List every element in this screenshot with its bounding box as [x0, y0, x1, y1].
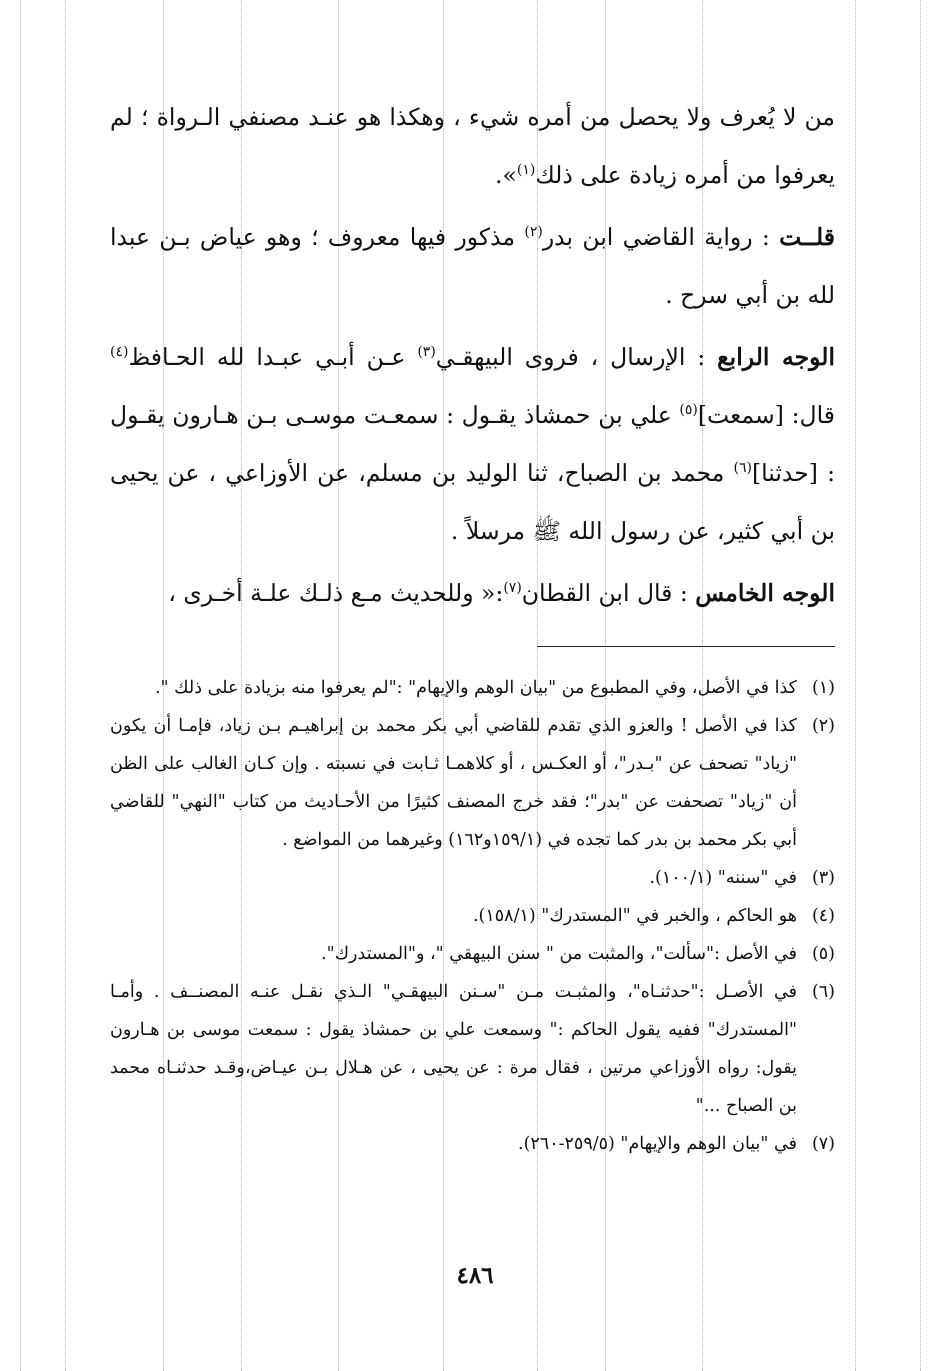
- heading-fifth-aspect: الوجه الخامس: [695, 579, 835, 607]
- footnote-ref[interactable]: (٢): [524, 224, 543, 241]
- paragraph-4: الوجه الخامس : قال ابن القطان$^{(٧)}$:« وللحديث مـع ذلـك علـة أخـرى ،: [168, 579, 835, 607]
- footnote-2: (٢) كذا في الأصل ! والعزو الذي تقدم للقاضي أبي بكر محمد بن إبراهيـم بـن زياد، فإمـا أن يكون "زياد" تصحف عن "بـدر"، أو العكـس ، أو كلاهمـا ثـابت في نسبته . وإن كـان الغالب على الظن أن "زياد" تصحفت عن "بدر"؛ فقد خرج المصنف كثيرًا من الأحـاديث من كتاب "النهي" للقاضي أبي بكر محمد بن بدر كما تجده في (١٥٩/١و١٦٢) وغيرهما من المواضع .: [110, 716, 835, 850]
- footnote-4: (٤) هو الحاكم ، والخبر في "المستدرك" (١٥٨/١).: [472, 906, 835, 926]
- footnote-ref[interactable]: (٤): [110, 344, 129, 361]
- footnote-6: (٦) في الأصـل :"حدثنـاه"، والمثبـت مـن "سـنن البيهقـي" الـذي نقـل عنـه المصنــف . وأمـا "المستدرك" ففيه يقول الحاكم :" وسمعت علي بن حمشاذ يقول : سمعت موسى بن هـارون يقول: رواه الأوزاعي مرتين ، فقال مرة : عن يحيى ، عن هـلال بـن عيـاض،وقـد حدثنـاه محمد بن الصباح ...": [110, 982, 835, 1116]
- page-number: ٤٨٦: [456, 1262, 494, 1289]
- footnotes: [110, 669, 835, 1163]
- footnote-ref[interactable]: (٧): [503, 580, 522, 597]
- main-text: [110, 88, 835, 622]
- footnote-1: (١) كذا في الأصل، وفي المطبوع من "بيان الوهم والإيهام" :"لم يعرفوا منه بزيادة على ذلك ".: [154, 678, 835, 698]
- footnote-7: (٧) في "بيان الوهم والإيهام" (٢٥٩/٥-٢٦٠).: [518, 1134, 835, 1154]
- footnote-separator: [537, 646, 835, 647]
- footnote-ref[interactable]: (٣): [417, 344, 436, 361]
- paragraph-3: الوجه الرابع : الإرسال ، فروى البيهقـي$^{(٣)}$ عـن أبـي عبـدا لله الحـافظ$^{(٤)}$ قال: [سمعت]$^{(٥)}$ علي بن حمشاذ يقـول : سمعـت موسـى بـن هـارون يقـول : [حدثنا]$^{(٦)}$ محمد بن الصباح، ثنا الوليد بن مسلم، عن الأوزاعي ، عن يحيى بن أبي كثير، عن رسول الله ﷺ مرسلاً .: [110, 343, 835, 545]
- footnote-3: (٣) في "سننه" (١٠٠/١).: [649, 868, 835, 888]
- paragraph-1: من لا يُعرف ولا يحصل من أمره شيء ، وهكذا هو عنـد مصنفي الـرواة ؛ لم يعرفوا من أمره زيادة على ذلك$^{(١)}$».: [110, 103, 835, 189]
- paragraph-2: قلــت : رواية القاضي ابن بدر$^{(٢)}$ مذكور فيها معروف ؛ وهو عياض بـن عبدا لله بن أبي سرح .: [110, 223, 835, 309]
- footnote-5: (٥) في الأصل :"سألت"، والمثبت من " سنن البيهقي "، و"المستدرك".: [321, 944, 835, 964]
- footnote-ref[interactable]: (١): [516, 162, 536, 179]
- footnote-ref[interactable]: (٦): [733, 460, 752, 477]
- heading-qult: قلــت: [779, 223, 835, 251]
- footnote-ref[interactable]: (٥): [679, 402, 698, 419]
- page-content: [110, 88, 835, 1163]
- heading-fourth-aspect: الوجه الرابع: [717, 343, 835, 371]
